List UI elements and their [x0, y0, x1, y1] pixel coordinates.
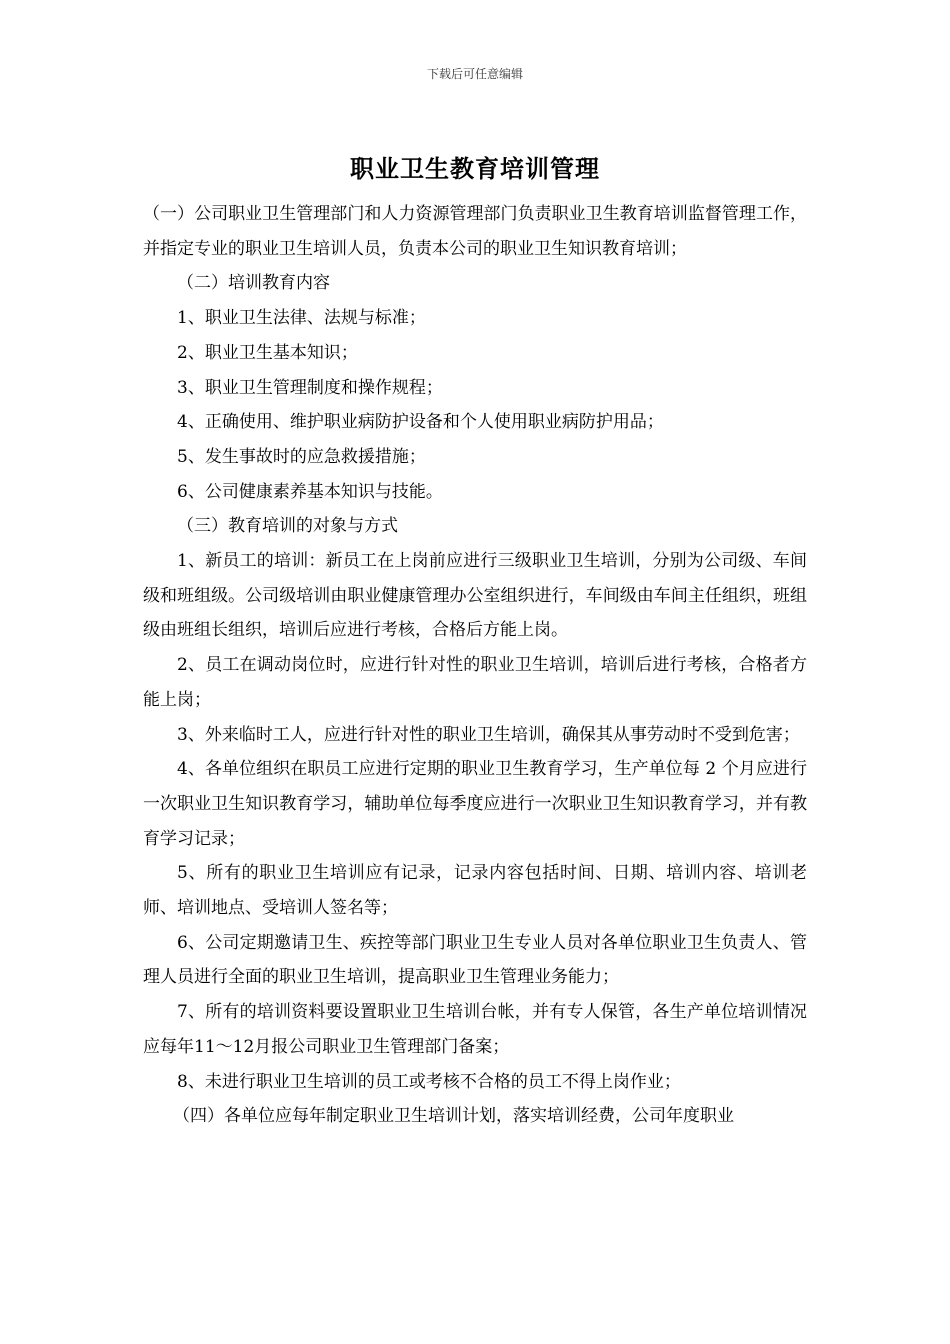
paragraph-content-item-6: 6、公司健康素养基本知识与技能。	[177, 481, 443, 502]
paragraph-method-item-7: 7、所有的培训资料要设置职业卫生培训台帐，并有专人保管，各生产单位培训情况应每年11～12月报公司职业卫生管理部门备案；	[143, 1002, 807, 1057]
header-note: 下载后可任意编辑	[426, 67, 523, 81]
paragraph-section-1: （一）公司职业卫生管理部门和人力资源管理部门负责职业卫生教育培训监督管理工作，并指定专业的职业卫生培训人员，负责本公司的职业卫生知识教育培训；	[143, 204, 807, 259]
paragraph-content-item-1: 1、职业卫生法律、法规与标准；	[177, 308, 426, 329]
paragraph-content-item-4: 4、正确使用、维护职业病防护设备和个人使用职业病防护用品；	[177, 412, 664, 433]
paragraph-method-item-3: 3、外来临时工人，应进行针对性的职业卫生培训，确保其从事劳动时不受到危害；	[177, 724, 800, 745]
paragraph-method-item-8: 8、未进行职业卫生培训的员工或考核不合格的员工不得上岗作业；	[177, 1071, 681, 1092]
document-body	[143, 197, 807, 1134]
paragraph-content-item-2: 2、职业卫生基本知识；	[177, 342, 358, 363]
paragraph-method-item-4: 4、各单位组织在职员工应进行定期的职业卫生教育学习，生产单位每 2 个月应进行一次职业卫生知识教育学习，辅助单位每季度应进行一次职业卫生知识教育学习，并有教育学习记录；	[143, 759, 807, 849]
paragraph-section-2-heading: （二）培训教育内容	[177, 273, 330, 294]
paragraph-method-item-6: 6、公司定期邀请卫生、疾控等部门职业卫生专业人员对各单位职业卫生负责人、管理人员进行全面的职业卫生培训，提高职业卫生管理业务能力；	[143, 932, 807, 988]
paragraph-content-item-5: 5、发生事故时的应急救援措施；	[177, 446, 426, 467]
paragraph-content-item-3: 3、职业卫生管理制度和操作规程；	[177, 377, 443, 398]
document-title: 职业卫生教育培训管理	[350, 154, 600, 183]
paragraph-section-3-heading: （三）教育培训的对象与方式	[177, 516, 398, 537]
paragraph-method-item-2: 2、员工在调动岗位时，应进行针对性的职业卫生培训，培训后进行考核，合格者方能上岗；	[143, 655, 807, 710]
paragraph-method-item-1: 1、新员工的培训：新员工在上岗前应进行三级职业卫生培训，分别为公司级、车间级和班组级。公司级培训由职业健康管理办公室组织进行，车间级由车间主任组织，班组级由班组长组织，培训后应进行考核，合格后方能上岗。	[143, 551, 807, 641]
paragraph-section-4: （四）各单位应每年制定职业卫生培训计划，落实培训经费，公司年度职业	[173, 1106, 734, 1127]
paragraph-method-item-5: 5、所有的职业卫生培训应有记录，记录内容包括时间、日期、培训内容、培训老师、培训地点、受培训人签名等；	[143, 863, 807, 919]
